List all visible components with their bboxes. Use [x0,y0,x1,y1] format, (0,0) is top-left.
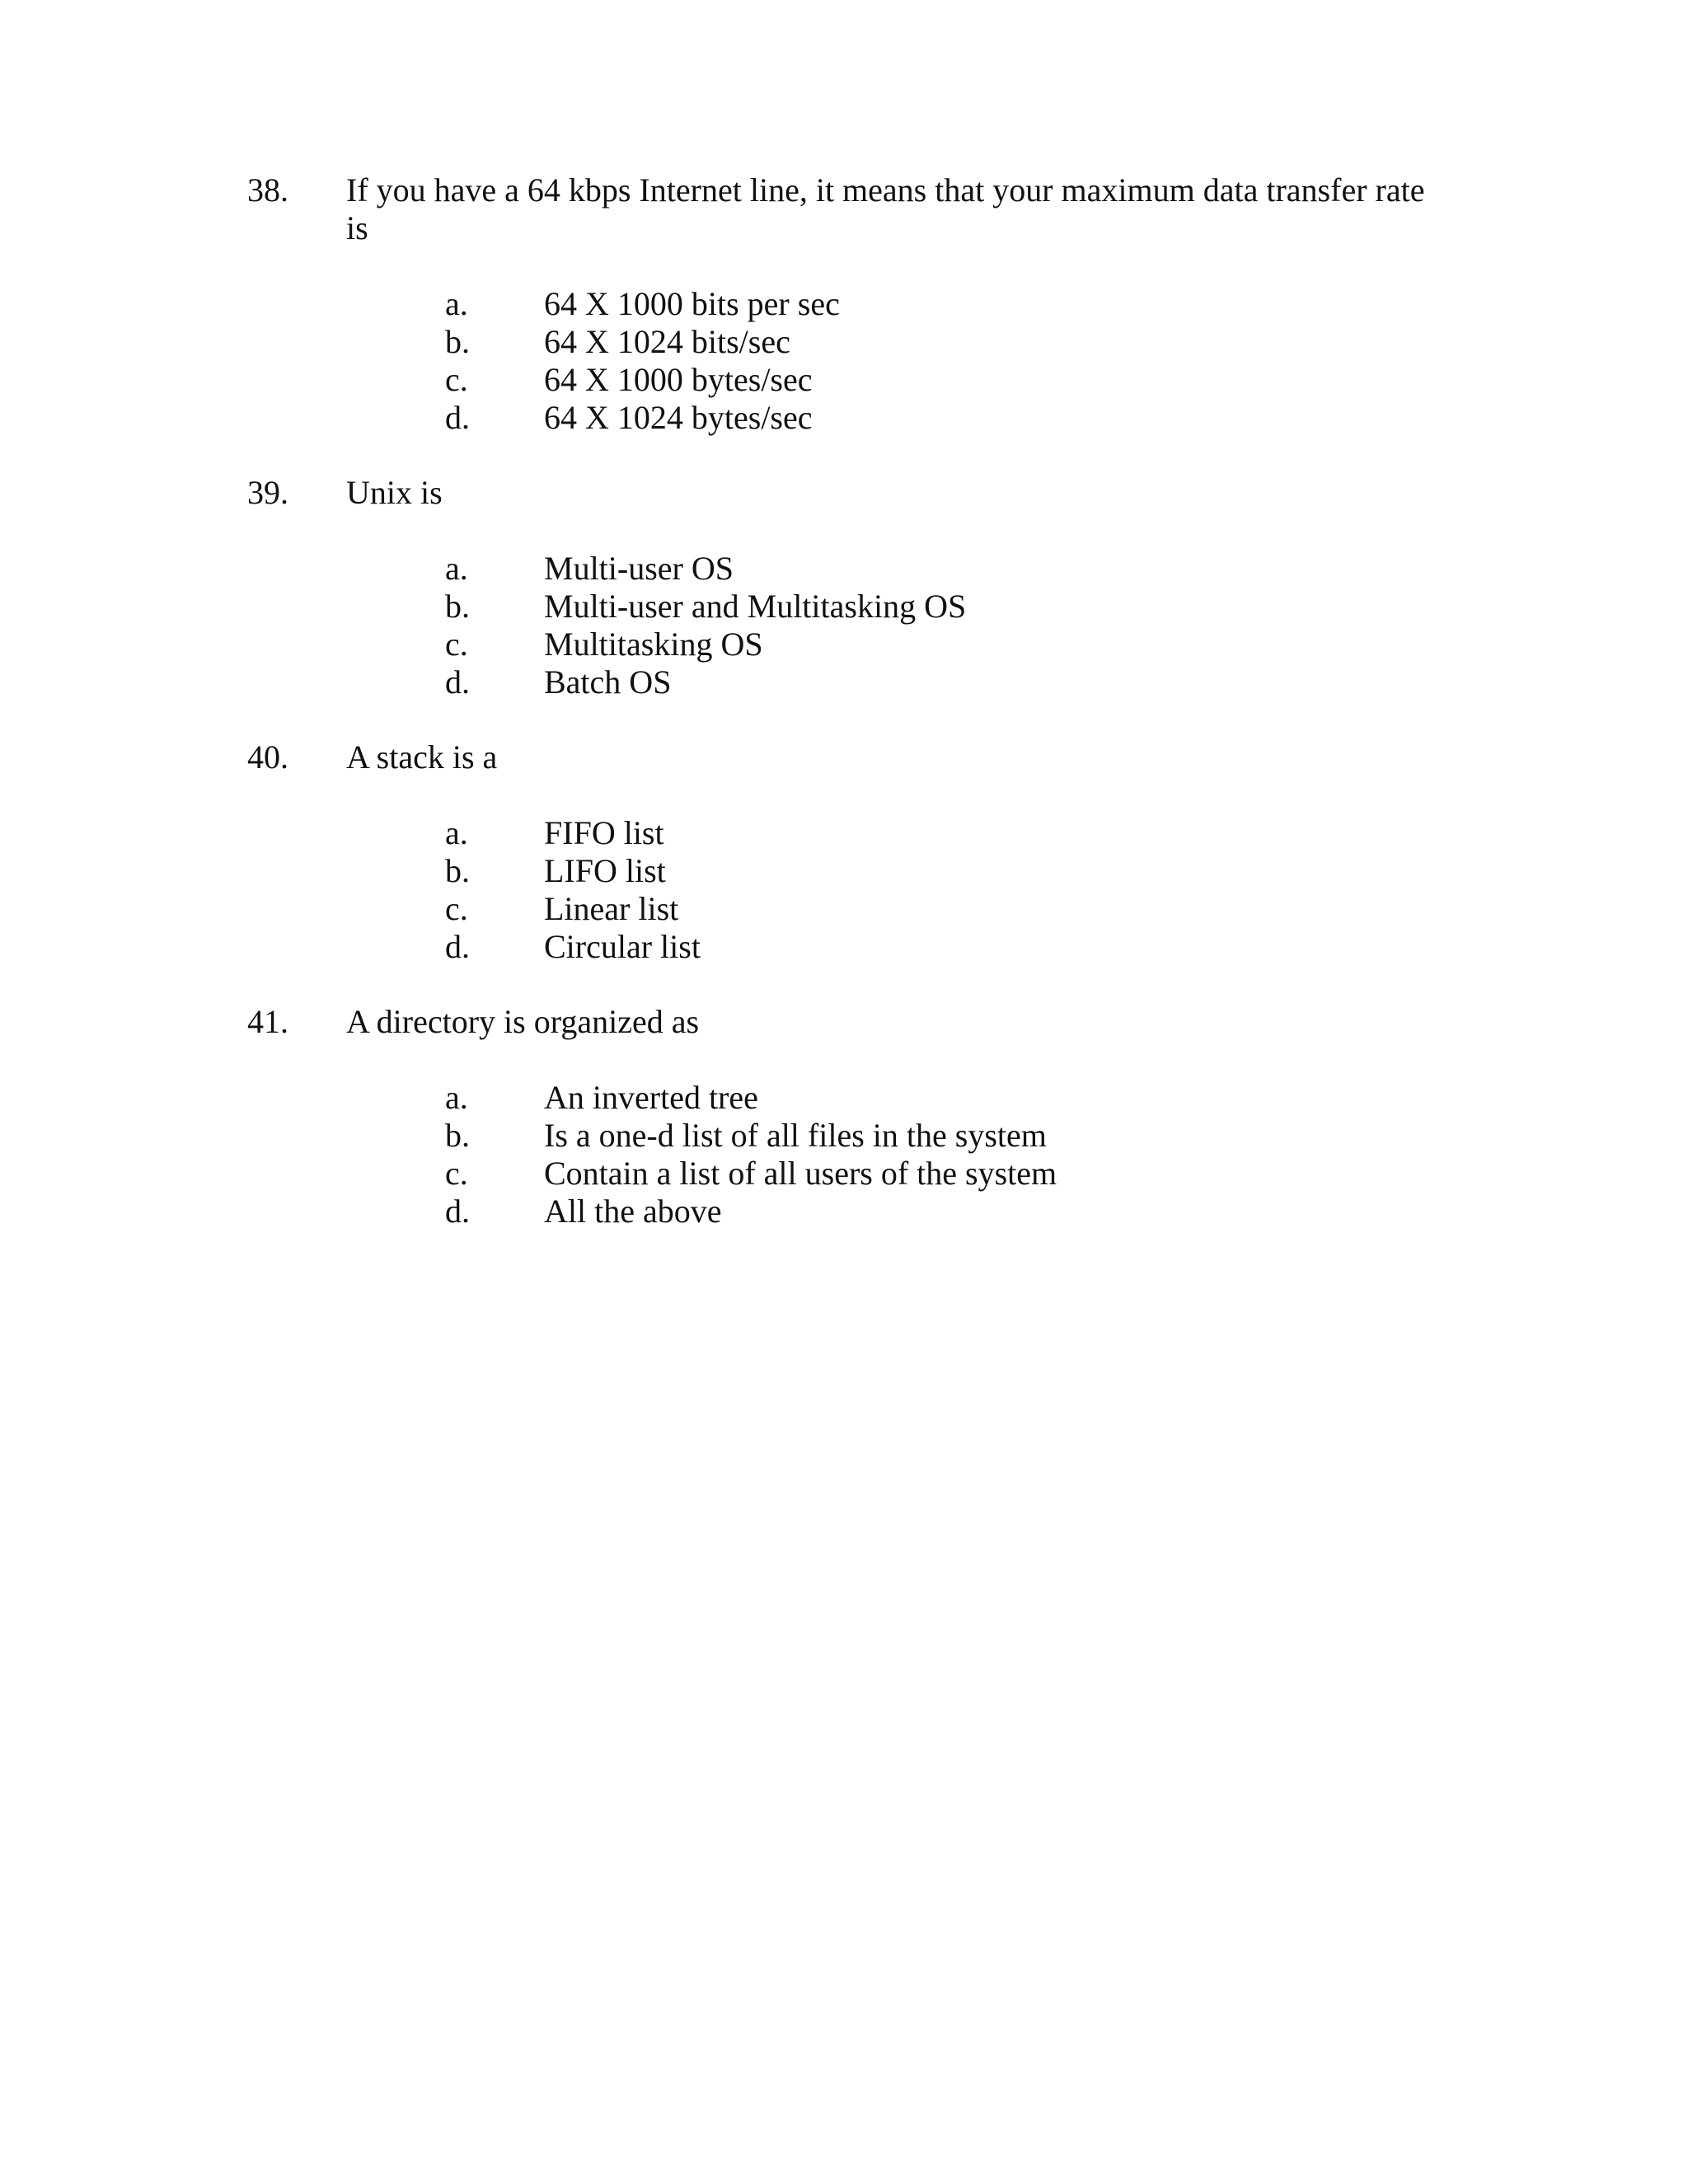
option-item [445,663,1352,701]
option-text: Multitasking OS [544,626,763,663]
option-item [445,928,1352,966]
option-letter: c. [445,361,468,398]
option-text: LIFO list [544,852,666,889]
option-item [445,814,1352,852]
option-item [445,399,1352,437]
option-text: 64 X 1000 bits per sec [544,285,840,322]
option-list [445,814,1352,966]
option-text: 64 X 1024 bytes/sec [544,399,813,436]
option-item [445,1155,1352,1193]
option-letter: c. [445,626,468,663]
option-text: Is a one-d list of all files in the system [544,1117,1047,1154]
option-item [445,626,1352,663]
question-text: A directory is organized as [346,1003,700,1040]
option-letter: d. [445,1193,470,1230]
option-list [445,550,1352,701]
option-letter: d. [445,663,470,701]
option-item [445,890,1352,928]
option-letter: b. [445,852,470,889]
option-item [445,323,1352,361]
option-item [445,361,1352,399]
option-letter: c. [445,1155,468,1192]
option-letter: c. [445,890,468,927]
option-item [445,550,1352,588]
option-item [445,285,1352,323]
option-text: An inverted tree [544,1079,758,1116]
option-text: 64 X 1000 bytes/sec [544,361,813,398]
option-item [445,852,1352,890]
option-text: Linear list [544,890,679,927]
option-text: Multi-user and Multitasking OS [544,588,967,625]
option-text: Multi-user OS [544,550,734,587]
option-letter: a. [445,285,468,322]
option-text: All the above [544,1193,722,1230]
option-letter: a. [445,550,468,587]
question-number: 38. [247,171,288,209]
option-text: FIFO list [544,814,664,851]
question-text: A stack is a [346,738,498,776]
option-letter: a. [445,1079,468,1116]
option-letter: b. [445,588,470,625]
option-letter: b. [445,1117,470,1154]
option-text: 64 X 1024 bits/sec [544,323,790,360]
question-number: 41. [247,1003,288,1040]
option-text: Circular list [544,928,701,965]
option-item [445,1193,1352,1230]
option-letter: d. [445,399,470,436]
question-number: 40. [247,738,288,776]
question-text: If you have a 64 kbps Internet line, it means that your maximum data transfer rate is [346,171,1425,246]
option-letter: b. [445,323,470,360]
option-item [445,588,1352,626]
option-item [445,1079,1352,1117]
option-list [445,285,1352,437]
option-text: Batch OS [544,663,672,701]
question-number: 39. [247,474,288,511]
option-letter: a. [445,814,468,851]
option-text: Contain a list of all users of the system [544,1155,1057,1192]
option-letter: d. [445,928,470,965]
option-list [445,1079,1352,1230]
question-text: Unix is [346,474,443,511]
option-item [445,1117,1352,1155]
